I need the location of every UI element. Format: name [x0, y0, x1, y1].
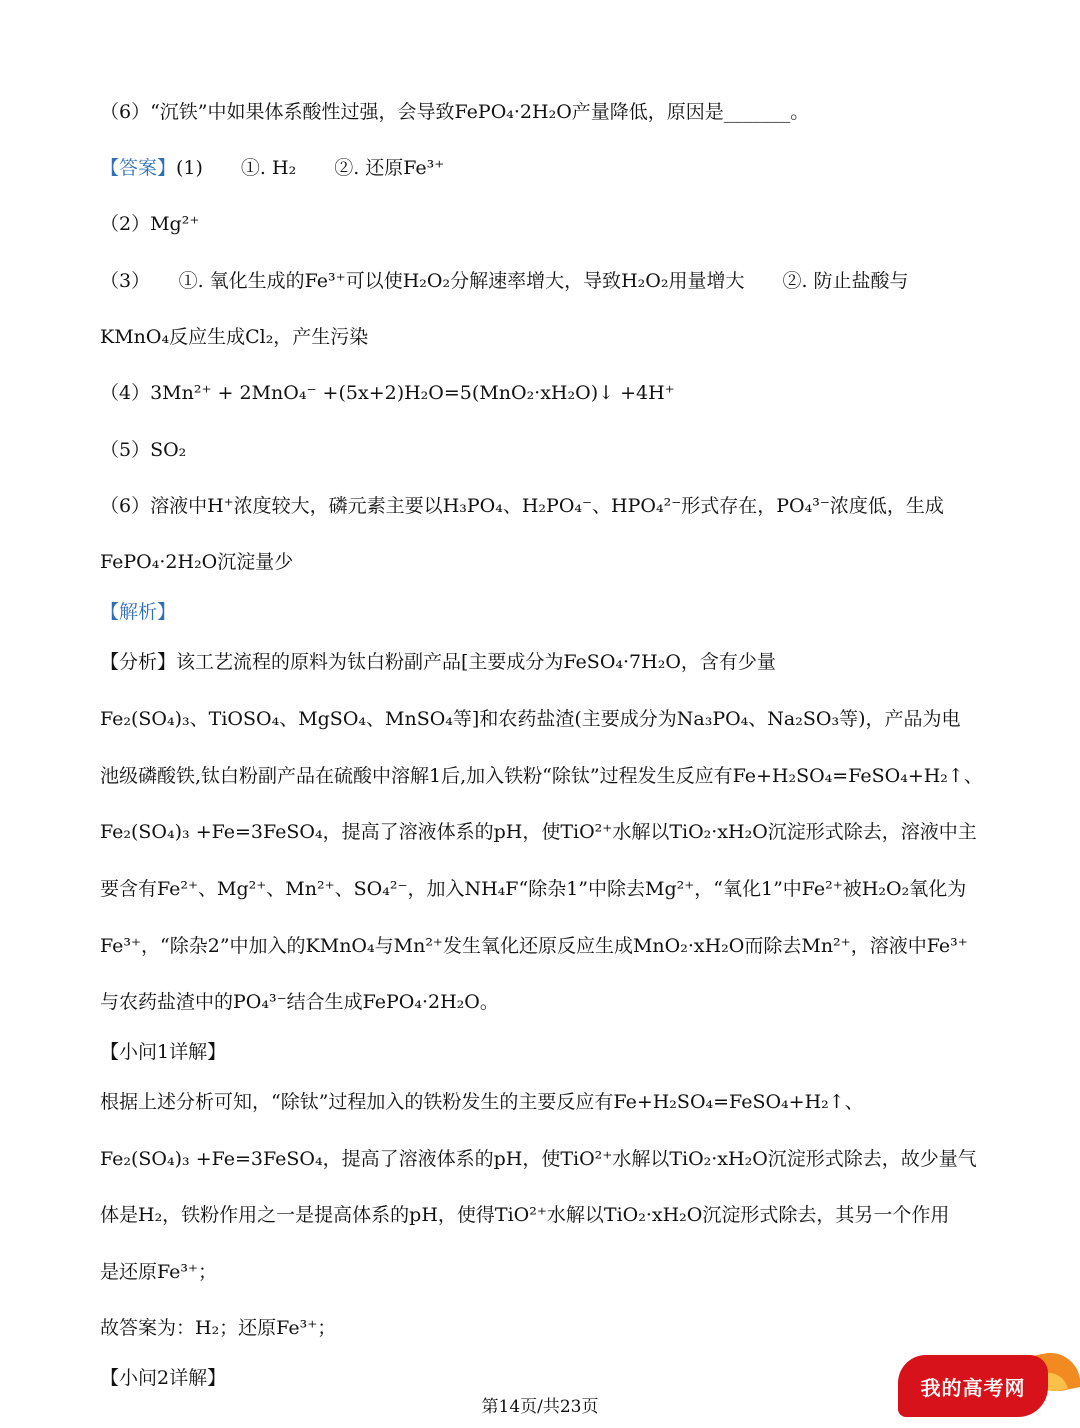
detail-1-line-3: 体是H₂，铁粉作用之一是提高体系的pH，使得TiO²⁺水解以TiO₂·xH₂O沉淀形式除去，其另一个作用 — [100, 1204, 950, 1226]
answer-5-text: （5）SO₂ — [100, 439, 187, 461]
answer-2-text: （2）Mg²⁺ — [100, 213, 200, 235]
analysis-line-4: Fe₂(SO₄)₃ +Fe=3FeSO₄，提高了溶液体系的pH，使TiO²⁺水解以TiO₂·xH₂O沉淀形式除去，溶液中主 — [100, 821, 977, 843]
analysis-heading: 【解析】 — [100, 601, 177, 623]
answer-1-text: (1) ①. H₂ ②. 还原Fe³⁺ — [176, 157, 445, 179]
answer-1-line — [100, 154, 982, 182]
analysis-line-6: Fe³⁺，“除杂2”中加入的KMnO₄与Mn²⁺发生氧化还原反应生成MnO₂·xH₂O而除去Mn²⁺，溶液中Fe³⁺ — [100, 935, 968, 957]
analysis-line-7: 与农药盐渣中的PO₄³⁻结合生成FePO₄·2H₂O。 — [100, 991, 499, 1013]
answer-4-equation: （4）3Mn²⁺ + 2MnO₄⁻ +(5x+2)H₂O=5(MnO₂·xH₂O)↓ +4H⁺ — [100, 382, 675, 404]
subquestion-1-heading: 【小问1详解】 — [100, 1041, 227, 1063]
site-logo — [898, 1355, 1048, 1417]
analysis-line-1: 【分析】该工艺流程的原料为钛白粉副产品[主要成分为FeSO₄·7H₂O，含有少量 — [100, 651, 776, 673]
detail-1-answer: 故答案为：H₂；还原Fe³⁺； — [100, 1317, 337, 1339]
analysis-line-5: 要含有Fe²⁺、Mg²⁺、Mn²⁺、SO₄²⁻，加入NH₄F“除杂1”中除去Mg²⁺，“氧化1”中Fe²⁺被H₂O₂氧化为 — [100, 878, 967, 900]
answer-6-text-cont: FePO₄·2H₂O沉淀量少 — [100, 551, 294, 573]
detail-1-line-2: Fe₂(SO₄)₃ +Fe=3FeSO₄，提高了溶液体系的pH，使TiO²⁺水解以TiO₂·xH₂O沉淀形式除去，故少量气 — [100, 1148, 977, 1170]
subquestion-2-heading: 【小问2详解】 — [100, 1367, 227, 1389]
analysis-line-2: Fe₂(SO₄)₃、TiOSO₄、MgSO₄、MnSO₄等]和农药盐渣(主要成分为Na₃PO₄、Na₂SO₃等)，产品为电 — [100, 708, 961, 730]
detail-1-line-1: 根据上述分析可知，“除钛”过程加入的铁粉发生的主要反应有Fe+H₂SO₄=FeSO₄+H₂↑、 — [100, 1091, 864, 1113]
answer-label: 【答案】 — [100, 157, 177, 179]
question-6-text: （6）“沉铁”中如果体系酸性过强，会导致FePO₄·2H₂O产量降低，原因是_______。 — [100, 101, 810, 123]
analysis-line-3: 池级磷酸铁,钛白粉副产品在硫酸中溶解1后,加入铁粉“除钛”过程发生反应有Fe+H₂SO₄=FeSO₄+H₂↑、 — [100, 765, 983, 787]
detail-1-line-4: 是还原Fe³⁺； — [100, 1261, 218, 1283]
answer-3-text: （3） ①. 氧化生成的Fe³⁺可以使H₂O₂分解速率增大，导致H₂O₂用量增大 ②. 防止盐酸与 — [100, 270, 909, 292]
answer-3-text-cont: KMnO₄反应生成Cl₂，产生污染 — [100, 326, 369, 348]
page-number: 第14页/共23页 — [481, 1397, 599, 1417]
answer-6-text: （6）溶液中H⁺浓度较大，磷元素主要以H₃PO₄、H₂PO₄⁻、HPO₄²⁻形式存在，PO₄³⁻浓度低，生成 — [100, 495, 944, 517]
site-logo-text: 我的高考网 — [920, 1375, 1026, 1400]
